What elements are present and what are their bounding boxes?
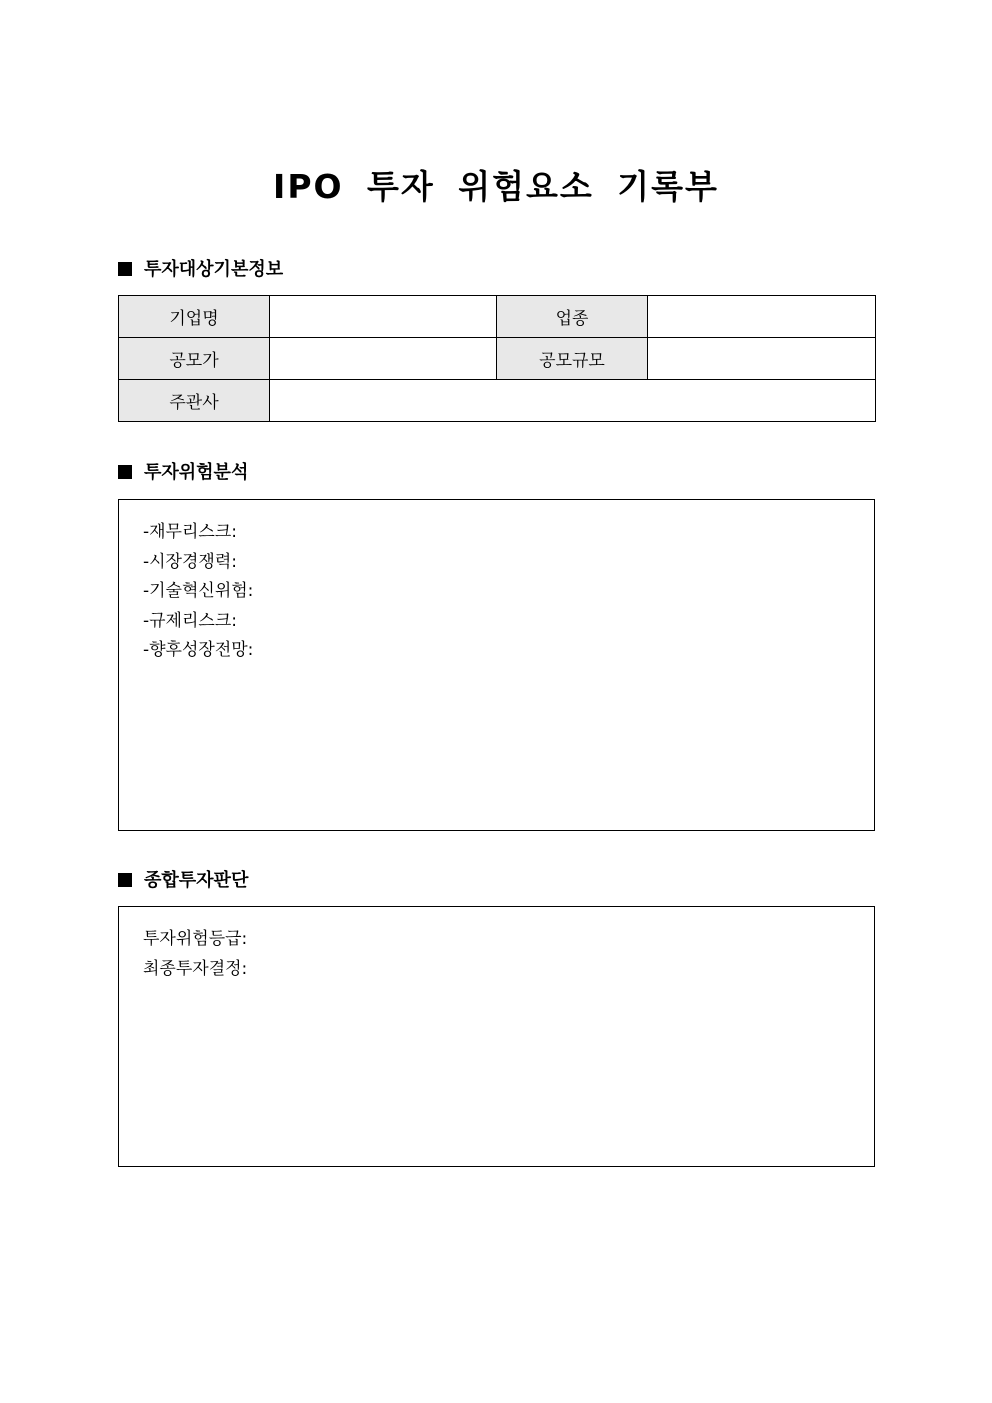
section-heading-overall-judgment — [118, 869, 248, 893]
company-name-field[interactable] — [270, 296, 497, 338]
underwriter-label: 주관사 — [119, 380, 270, 422]
risk-item-growth-outlook: -향후성장전망: — [143, 640, 254, 660]
table-row — [119, 380, 876, 422]
industry-label: 업종 — [497, 296, 648, 338]
risk-analysis-list — [143, 518, 253, 666]
final-decision-item: 최종투자결정: — [143, 958, 248, 979]
industry-field[interactable] — [648, 296, 876, 338]
overall-judgment-list — [143, 925, 247, 984]
square-bullet-icon — [118, 465, 132, 479]
section-heading-risk-analysis — [118, 461, 248, 485]
overall-judgment-box[interactable] — [118, 906, 875, 1167]
table-row — [119, 338, 876, 380]
risk-item-tech-innovation: -기술혁신위험: — [143, 581, 254, 601]
offering-price-label: 공모가 — [119, 338, 270, 380]
underwriter-field[interactable] — [270, 380, 876, 422]
risk-item-financial: -재무리스크: — [143, 522, 237, 542]
section-heading-basic-info — [118, 258, 283, 282]
risk-grade-item: 투자위험등급: — [143, 929, 248, 949]
offering-price-field[interactable] — [270, 338, 497, 380]
square-bullet-icon — [118, 262, 132, 276]
offering-size-label: 공모규모 — [497, 338, 648, 380]
page-title: IPO 투자 위험요소 기록부 — [273, 167, 719, 206]
section-heading-label: 투자대상기본정보 — [144, 259, 284, 280]
section-heading-label: 종합투자판단 — [144, 870, 249, 891]
offering-size-field[interactable] — [648, 338, 876, 380]
risk-item-regulatory: -규제리스크: — [143, 610, 237, 631]
risk-analysis-box[interactable] — [118, 499, 875, 831]
company-name-label: 기업명 — [119, 296, 270, 338]
basic-info-table — [118, 295, 876, 422]
square-bullet-icon — [118, 873, 132, 887]
section-heading-label: 투자위험분석 — [144, 462, 249, 483]
table-row — [119, 296, 876, 338]
risk-item-market-competitiveness: -시장경쟁력: — [143, 551, 237, 572]
